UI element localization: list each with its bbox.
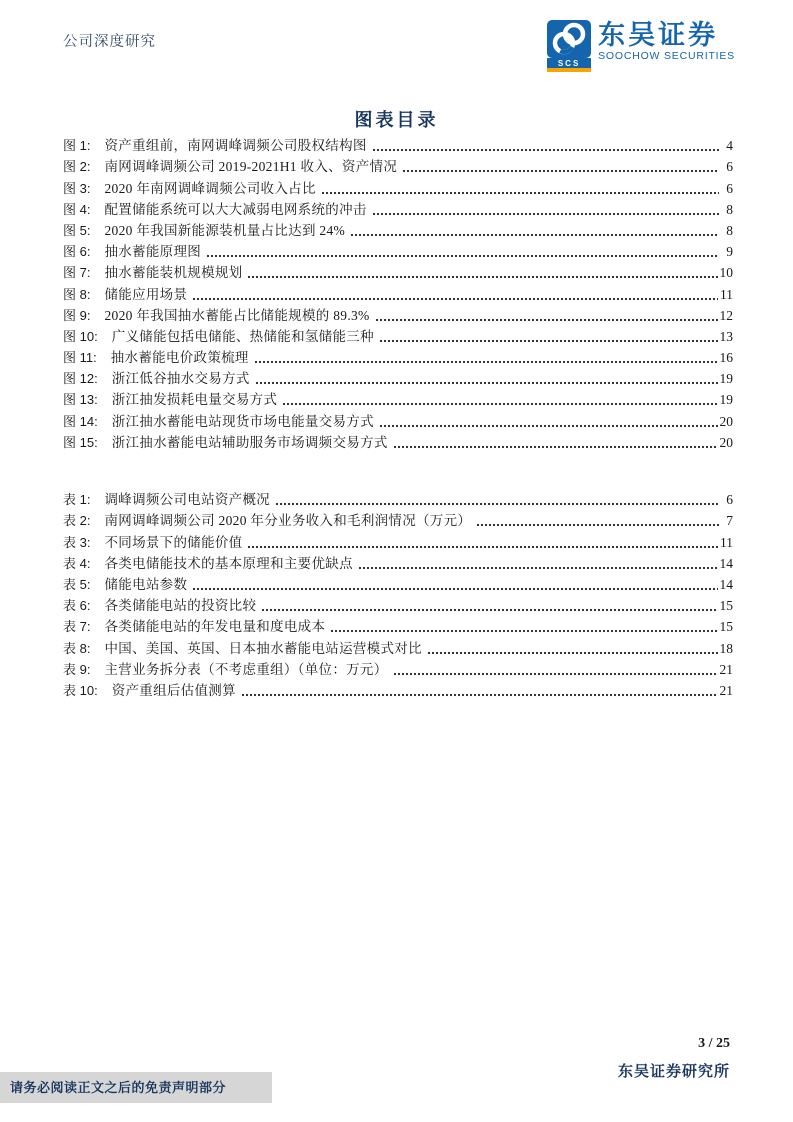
toc-row-table[interactable]	[63, 573, 733, 594]
toc-entry-title: 储能电站参数	[104, 576, 188, 592]
toc-entry-label: 图 9:	[63, 307, 91, 323]
toc-row-table[interactable]	[63, 509, 733, 530]
toc-row-figure[interactable]	[63, 367, 733, 388]
soochow-rings-icon	[547, 20, 591, 58]
toc-row-table[interactable]	[63, 530, 733, 551]
toc-row-figure[interactable]	[63, 198, 733, 219]
toc-row-figure[interactable]	[63, 134, 733, 155]
toc-entry-page: 11	[720, 534, 733, 550]
toc-entry-label: 表 5:	[63, 576, 91, 592]
toc-dot-leader	[282, 402, 717, 406]
toc-entry-page: 20	[719, 434, 733, 450]
company-logo	[547, 20, 735, 72]
toc-row-figure[interactable]	[63, 282, 733, 303]
toc-entry-page: 16	[719, 350, 733, 366]
toc-row-figure[interactable]	[63, 304, 733, 325]
toc-dot-leader	[261, 608, 717, 612]
toc-entry-label: 图 6:	[63, 244, 91, 260]
toc-entry-label: 图 4:	[63, 201, 91, 217]
toc-entry-title: 各类储能电站的年发电量和度电成本	[104, 619, 326, 635]
toc-entry-title: 资产重组前，南网调峰调频公司股权结构图	[104, 138, 367, 154]
logo-orange-bar	[547, 68, 591, 72]
toc-entry-label: 图 15:	[63, 434, 98, 450]
toc-row-table[interactable]	[63, 636, 733, 657]
toc-entry-page: 19	[719, 392, 733, 408]
toc-dot-leader	[321, 191, 719, 195]
toc-entry-page: 19	[719, 371, 733, 387]
toc-entry-page: 11	[720, 286, 733, 302]
toc-entry-title: 广义储能包括电储能、热储能和氢储能三种	[111, 328, 374, 344]
toc-dot-leader	[393, 445, 718, 449]
toc-dot-leader	[254, 360, 718, 364]
toc-entry-label: 图 2:	[63, 159, 91, 175]
toc-entry-title: 南网调峰调频公司 2020 年分业务收入和毛利润情况（万元）	[104, 513, 472, 529]
toc-entry-title: 2020 年南网调峰调频公司收入占比	[104, 180, 316, 196]
toc-dot-leader	[379, 424, 718, 428]
toc-entry-label: 图 10:	[63, 328, 98, 344]
toc-dot-leader	[192, 587, 717, 591]
toc-row-figure[interactable]	[63, 176, 733, 197]
toc-entry-title: 各类储能电站的投资比较	[104, 598, 257, 614]
toc-entry-title: 不同场景下的储能价值	[104, 534, 243, 550]
logo-chinese-name: 东吴证券	[598, 20, 719, 50]
toc-entry-page: 15	[719, 619, 733, 635]
toc-entry-page: 8	[726, 201, 733, 217]
toc-entry-page: 7	[726, 513, 733, 529]
toc-entry-title: 抽水蓄能装机规模规划	[104, 265, 243, 281]
toc-dot-leader	[372, 148, 719, 152]
toc-heading: 图表目录	[354, 110, 439, 130]
toc-entry-title: 浙江低谷抽水交易方式	[111, 371, 250, 387]
toc-dot-leader	[247, 275, 717, 279]
toc-entry-title: 2020 年我国新能源装机量占比达到 24%	[104, 222, 346, 238]
toc-entry-label: 表 3:	[63, 534, 91, 550]
toc-row-figure[interactable]	[63, 219, 733, 240]
toc-dot-leader	[358, 566, 718, 570]
tables-toc-list	[63, 488, 733, 700]
toc-entry-title: 浙江抽水蓄能电站辅助服务市场调频交易方式	[111, 434, 388, 450]
toc-entry-page: 15	[719, 598, 733, 614]
toc-dot-leader	[192, 297, 718, 301]
toc-entry-label: 表 7:	[63, 619, 91, 635]
toc-entry-page: 13	[719, 328, 733, 344]
toc-entry-page: 14	[719, 576, 733, 592]
toc-entry-title: 南网调峰调频公司 2019-2021H1 收入、资产情况	[104, 159, 398, 175]
toc-dot-leader	[255, 381, 718, 385]
toc-row-figure[interactable]	[63, 325, 733, 346]
toc-dot-leader	[402, 169, 719, 173]
toc-entry-label: 图 13:	[63, 392, 98, 408]
toc-row-table[interactable]	[63, 594, 733, 615]
toc-row-figure[interactable]	[63, 346, 733, 367]
toc-entry-label: 图 3:	[63, 180, 91, 196]
toc-dot-leader	[372, 212, 719, 216]
toc-entry-label: 图 12:	[63, 371, 98, 387]
toc-entry-page: 6	[726, 159, 733, 175]
toc-entry-page: 9	[726, 244, 733, 260]
toc-entry-label: 表 10:	[63, 682, 98, 698]
page-number-indicator: 3 / 25	[698, 1036, 730, 1051]
toc-entry-label: 图 14:	[63, 413, 98, 429]
toc-dot-leader	[275, 502, 719, 506]
toc-entry-label: 图 5:	[63, 222, 91, 238]
toc-entry-label: 表 6:	[63, 598, 91, 614]
toc-dot-leader	[427, 651, 718, 655]
toc-entry-title: 浙江抽发损耗电量交易方式	[111, 392, 278, 408]
toc-entry-title: 储能应用场景	[104, 286, 188, 302]
toc-entry-title: 2020 年我国抽水蓄能占比储能规模的 89.3%	[104, 307, 370, 323]
toc-row-table[interactable]	[63, 488, 733, 509]
toc-entry-title: 配置储能系统可以大大减弱电网系统的冲击	[104, 201, 367, 217]
toc-entry-page: 14	[719, 555, 733, 571]
toc-row-figure[interactable]	[63, 431, 733, 452]
toc-row-figure[interactable]	[63, 409, 733, 430]
toc-entry-page: 8	[726, 222, 733, 238]
toc-row-table[interactable]	[63, 658, 733, 679]
toc-row-figure[interactable]	[63, 388, 733, 409]
logo-english-name: SOOCHOW SECURITIES	[598, 50, 735, 62]
toc-entry-page: 10	[719, 265, 733, 281]
toc-entry-page: 20	[719, 413, 733, 429]
toc-row-table[interactable]	[63, 615, 733, 636]
toc-dot-leader	[350, 233, 719, 237]
toc-row-figure[interactable]	[63, 155, 733, 176]
toc-entry-title: 抽水蓄能原理图	[104, 244, 202, 260]
toc-row-figure[interactable]	[63, 240, 733, 261]
toc-dot-leader	[241, 693, 718, 697]
toc-entry-title: 浙江抽水蓄能电站现货市场电能量交易方式	[111, 413, 374, 429]
toc-row-figure[interactable]	[63, 261, 733, 282]
toc-dot-leader	[247, 545, 718, 549]
disclaimer-notice: 请务必阅读正文之后的免责声明部分	[0, 1072, 272, 1103]
page-header	[63, 20, 735, 72]
toc-entry-label: 表 4:	[63, 555, 91, 571]
toc-entry-label: 图 7:	[63, 265, 91, 281]
toc-entry-page: 21	[719, 661, 733, 677]
research-institute-label: 东吴证券研究所	[617, 1064, 730, 1080]
toc-dot-leader	[375, 318, 718, 322]
toc-row-table[interactable]	[63, 552, 733, 573]
toc-entry-page: 4	[726, 138, 733, 154]
toc-entry-page: 18	[719, 640, 733, 656]
toc-entry-page: 6	[726, 180, 733, 196]
soochow-logo-mark	[547, 20, 591, 72]
toc-entry-title: 各类电储能技术的基本原理和主要优缺点	[104, 555, 353, 571]
report-category-label: 公司深度研究	[63, 34, 156, 50]
logo-wordmark	[598, 20, 735, 62]
toc-dot-leader	[476, 523, 719, 527]
toc-entry-label: 图 1:	[63, 138, 91, 154]
toc-entry-title: 抽水蓄能电价政策梳理	[110, 350, 249, 366]
toc-entry-title: 资产重组后估值测算	[111, 682, 236, 698]
toc-entry-title: 主营业务拆分表（不考虑重组）（单位：万元）	[104, 661, 388, 677]
toc-entry-title: 调峰调频公司电站资产概况	[104, 492, 271, 508]
toc-entry-label: 表 1:	[63, 492, 91, 508]
toc-dot-leader	[379, 339, 718, 343]
toc-entry-label: 图 8:	[63, 286, 91, 302]
toc-entry-label: 图 11:	[63, 350, 97, 366]
toc-entry-page: 12	[719, 307, 733, 323]
toc-entry-title: 中国、美国、英国、日本抽水蓄能电站运营模式对比	[104, 640, 422, 656]
toc-row-table[interactable]	[63, 679, 733, 700]
toc-entry-label: 表 8:	[63, 640, 91, 656]
toc-entry-label: 表 9:	[63, 661, 91, 677]
toc-entry-label: 表 2:	[63, 513, 91, 529]
toc-dot-leader	[206, 254, 719, 258]
figures-toc-list	[63, 134, 733, 452]
soochow-abbr-label: SCS	[547, 58, 591, 68]
toc-entry-page: 6	[726, 492, 733, 508]
toc-dot-leader	[393, 672, 718, 676]
toc-dot-leader	[330, 629, 717, 633]
toc-entry-page: 21	[719, 682, 733, 698]
